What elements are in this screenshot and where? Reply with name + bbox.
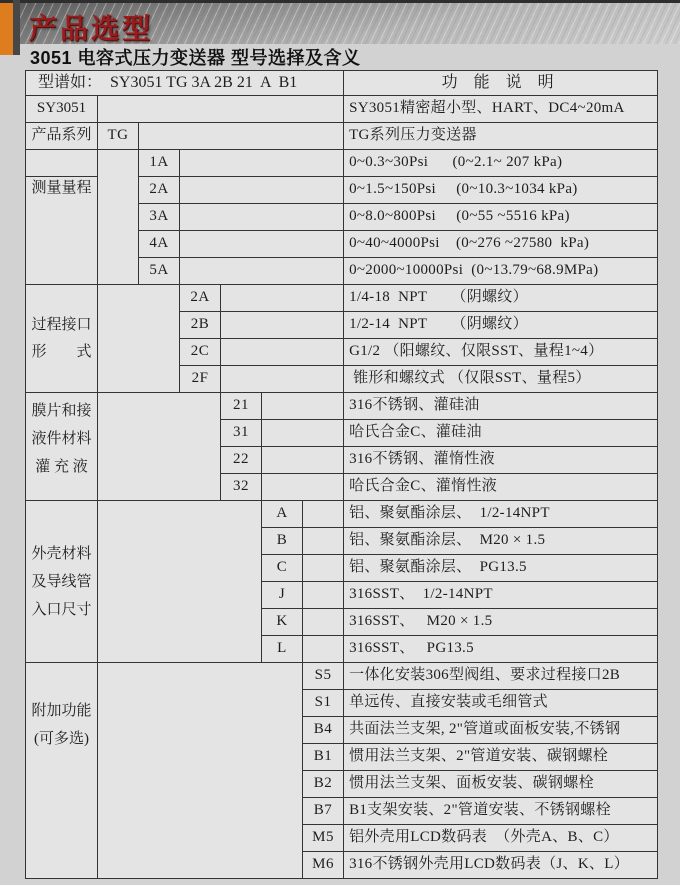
label-line: 膜片和接 (31, 403, 92, 419)
range-desc-cell: 0~40~4000Psi (0~276 ~27580 kPa) (344, 231, 658, 258)
empty-cell (303, 609, 344, 636)
empty-cell (180, 231, 344, 258)
empty-cell (262, 393, 344, 420)
housing-group-label (26, 501, 98, 663)
housing-code-cell: K (262, 609, 303, 636)
process-desc-cell: 1/2-14 NPT （阴螺纹） (344, 312, 658, 339)
empty-cell (262, 447, 344, 474)
page-title: 3051 电容式压力变送器 型号选择及含义 (30, 48, 361, 68)
empty-cell (221, 366, 344, 393)
empty-cell (221, 339, 344, 366)
housing-code-cell: B (262, 528, 303, 555)
range-code-cell: 4A (139, 231, 180, 258)
table-row (26, 150, 658, 177)
option-code-cell: B1 (303, 744, 344, 771)
empty-cell (180, 177, 344, 204)
diaphragm-desc-cell: 哈氏合金C、灌硅油 (344, 420, 658, 447)
empty-cell (180, 258, 344, 285)
empty-cell (98, 501, 262, 663)
base-code-cell: SY3051 (26, 96, 98, 123)
series-code-cell: TG (98, 123, 139, 150)
label-line: 形 式 (31, 343, 92, 360)
label-line: 入口尺寸 (31, 601, 92, 618)
process-code-cell: 2F (180, 366, 221, 393)
empty-cell (303, 501, 344, 528)
process-code-cell: 2B (180, 312, 221, 339)
table-row (26, 501, 658, 528)
housing-desc-cell: 316SST、 M20 × 1.5 (344, 609, 658, 636)
empty-cell (98, 393, 221, 501)
label-line: 附加功能 (31, 703, 92, 719)
table-row (26, 71, 658, 96)
table-row (26, 285, 658, 312)
range-desc-cell: 0~1.5~150Psi (0~10.3~1034 kPa) (344, 177, 658, 204)
range-desc-cell: 0~0.3~30Psi (0~2.1~ 207 kPa) (344, 150, 658, 177)
diaphragm-code-cell: 21 (221, 393, 262, 420)
housing-code-cell: J (262, 582, 303, 609)
table-row (26, 96, 658, 123)
range-code-cell: 3A (139, 204, 180, 231)
diaphragm-desc-cell: 哈氏合金C、灌惰性液 (344, 474, 658, 501)
housing-desc-cell: 铝、聚氨酯涂层、 PG13.5 (344, 555, 658, 582)
diaphragm-code-cell: 22 (221, 447, 262, 474)
function-desc-header: 功 能 说 明 (344, 71, 658, 96)
empty-cell (303, 636, 344, 663)
banner-title: 产品选型 (29, 13, 154, 44)
process-desc-cell: 1/4-18 NPT （阴螺纹） (344, 285, 658, 312)
empty-cell (221, 285, 344, 312)
housing-code-cell: C (262, 555, 303, 582)
empty-cell (98, 150, 139, 285)
model-example-cell: 型谱如： SY3051 TG 3A 2B 21 A B1 (26, 71, 344, 96)
option-code-cell: M5 (303, 825, 344, 852)
empty-cell (221, 312, 344, 339)
series-desc-cell: TG系列压力变送器 (344, 123, 658, 150)
housing-desc-cell: 316SST、 1/2-14NPT (344, 582, 658, 609)
process-desc-cell: G1/2 （阳螺纹、仅限SST、量程1~4） (344, 339, 658, 366)
option-code-cell: S1 (303, 690, 344, 717)
label-line: 外壳材料 (31, 545, 92, 562)
process-code-cell: 2C (180, 339, 221, 366)
range-desc-cell: 0~2000~10000Psi (0~13.79~68.9MPa) (344, 258, 658, 285)
option-desc-cell: 316不锈钢外壳用LCD数码表（J、K、L） (344, 852, 658, 879)
diaphragm-desc-cell: 316不锈钢、灌惰性液 (344, 447, 658, 474)
label-line: (可多选) (34, 731, 89, 747)
housing-code-cell: L (262, 636, 303, 663)
series-group-label: 产品系列 (26, 123, 98, 150)
option-code-cell: B7 (303, 798, 344, 825)
option-code-cell: M6 (303, 852, 344, 879)
housing-desc-cell: 铝、聚氨酯涂层、 1/2-14NPT (344, 501, 658, 528)
label-line: 灌 充 液 (35, 459, 88, 475)
option-desc-cell: B1支架安装、2"管道安装、不锈钢螺栓 (344, 798, 658, 825)
empty-cell (262, 420, 344, 447)
empty-cell (139, 123, 344, 150)
page-banner (0, 0, 680, 44)
housing-desc-cell: 316SST、 PG13.5 (344, 636, 658, 663)
diaphragm-code-cell: 32 (221, 474, 262, 501)
label-line: 过程接口 (31, 316, 92, 333)
empty-cell (26, 150, 98, 177)
diaphragm-code-cell: 31 (221, 420, 262, 447)
label-line: 液件材料 (31, 431, 92, 447)
label-line: 及导线管 (31, 573, 92, 590)
option-desc-cell: 一体化安装306型阀组、要求过程接口2B (344, 663, 658, 690)
empty-cell (180, 150, 344, 177)
model-selection-table (25, 70, 658, 879)
options-group-label (26, 663, 98, 879)
option-code-cell: S5 (303, 663, 344, 690)
empty-cell (180, 204, 344, 231)
banner-dark-strip (13, 0, 20, 55)
empty-cell (98, 285, 180, 393)
process-desc-cell: 锥形和螺纹式 （仅限SST、量程5） (344, 366, 658, 393)
process-code-cell: 2A (180, 285, 221, 312)
empty-cell (262, 474, 344, 501)
range-code-cell: 5A (139, 258, 180, 285)
option-desc-cell: 共面法兰支架, 2"管道或面板安装,不锈钢 (344, 717, 658, 744)
empty-cell (303, 555, 344, 582)
range-code-cell: 2A (139, 177, 180, 204)
banner-accent-bar (0, 3, 13, 55)
housing-code-cell: A (262, 501, 303, 528)
option-desc-cell: 惯用法兰支架、2"管道安装、碳钢螺栓 (344, 744, 658, 771)
table-row (26, 123, 658, 150)
option-code-cell: B2 (303, 771, 344, 798)
diaphragm-group-label (26, 393, 98, 501)
housing-desc-cell: 铝、聚氨酯涂层、 M20 × 1.5 (344, 528, 658, 555)
empty-cell (98, 663, 303, 879)
option-desc-cell: 铝外壳用LCD数码表 （外壳A、B、C） (344, 825, 658, 852)
range-desc-cell: 0~8.0~800Psi (0~55 ~5516 kPa) (344, 204, 658, 231)
diaphragm-desc-cell: 316不锈钢、灌硅油 (344, 393, 658, 420)
base-desc-cell: SY3051精密超小型、HART、DC4~20mA (344, 96, 658, 123)
empty-cell (303, 528, 344, 555)
option-desc-cell: 单远传、直接安装或毛细管式 (344, 690, 658, 717)
option-desc-cell: 惯用法兰支架、面板安装、碳钢螺栓 (344, 771, 658, 798)
table-row (26, 393, 658, 420)
process-group-label (26, 285, 98, 393)
table-row (26, 663, 658, 690)
range-code-cell: 1A (139, 150, 180, 177)
empty-cell (303, 582, 344, 609)
empty-cell (98, 96, 344, 123)
option-code-cell: B4 (303, 717, 344, 744)
range-group-label: 测量量程 (26, 177, 98, 285)
